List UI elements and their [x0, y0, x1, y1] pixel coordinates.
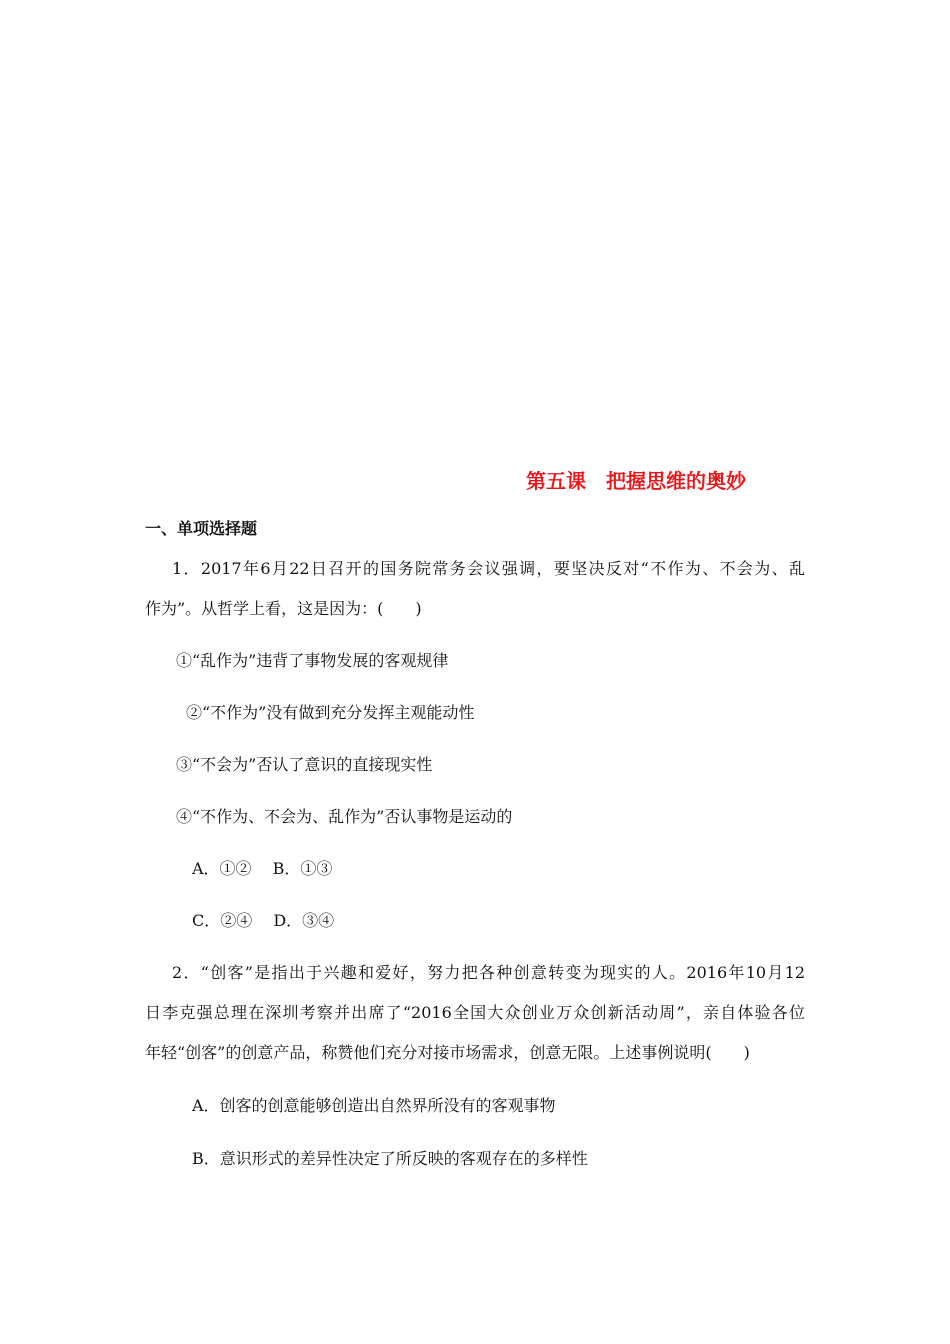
question-1-statement-2: ②“不作为”没有做到充分发挥主观能动性 [186, 703, 475, 722]
question-1-statement-3: ③“不会为”否认了意识的直接现实性 [176, 755, 433, 774]
question-1-options-ab: A．①② B．①③ [192, 859, 333, 878]
question-2-option-b: B．意识形式的差异性决定了所反映的客观存在的多样性 [192, 1149, 588, 1168]
question-1-statement-1: ①“乱作为”违背了事物发展的客观规律 [176, 651, 449, 670]
question-2-stem-line-3: 年轻“创客”的创意产品，称赞他们充分对接市场需求，创意无限。上述事例说明( ) [145, 1043, 750, 1062]
question-2-option-a: A．创客的创意能够创造出自然界所没有的客观事物 [192, 1096, 556, 1115]
question-2-stem-line-1: 2．“创客”是指出于兴趣和爱好，努力把各种创意转变为现实的人。2016年10月12 [172, 963, 805, 982]
question-1-stem-line-1: 1．2017年6月22日召开的国务院常务会议强调，要坚决反对“不作为、不会为、乱 [172, 559, 805, 578]
question-1-statement-4: ④“不作为、不会为、乱作为”否认事物是运动的 [176, 807, 513, 826]
question-1-options-cd: C．②④ D．③④ [192, 911, 335, 930]
question-2-stem-line-2: 日李克强总理在深圳考察并出席了“2016全国大众创业万众创新活动周”，亲自体验各位 [145, 1003, 805, 1022]
lesson-title: 第五课 把握思维的奥妙 [526, 469, 746, 493]
section-heading: 一、单项选择题 [145, 519, 258, 538]
question-1-stem-line-2: 作为”。从哲学上看，这是因为：( ) [145, 599, 422, 618]
